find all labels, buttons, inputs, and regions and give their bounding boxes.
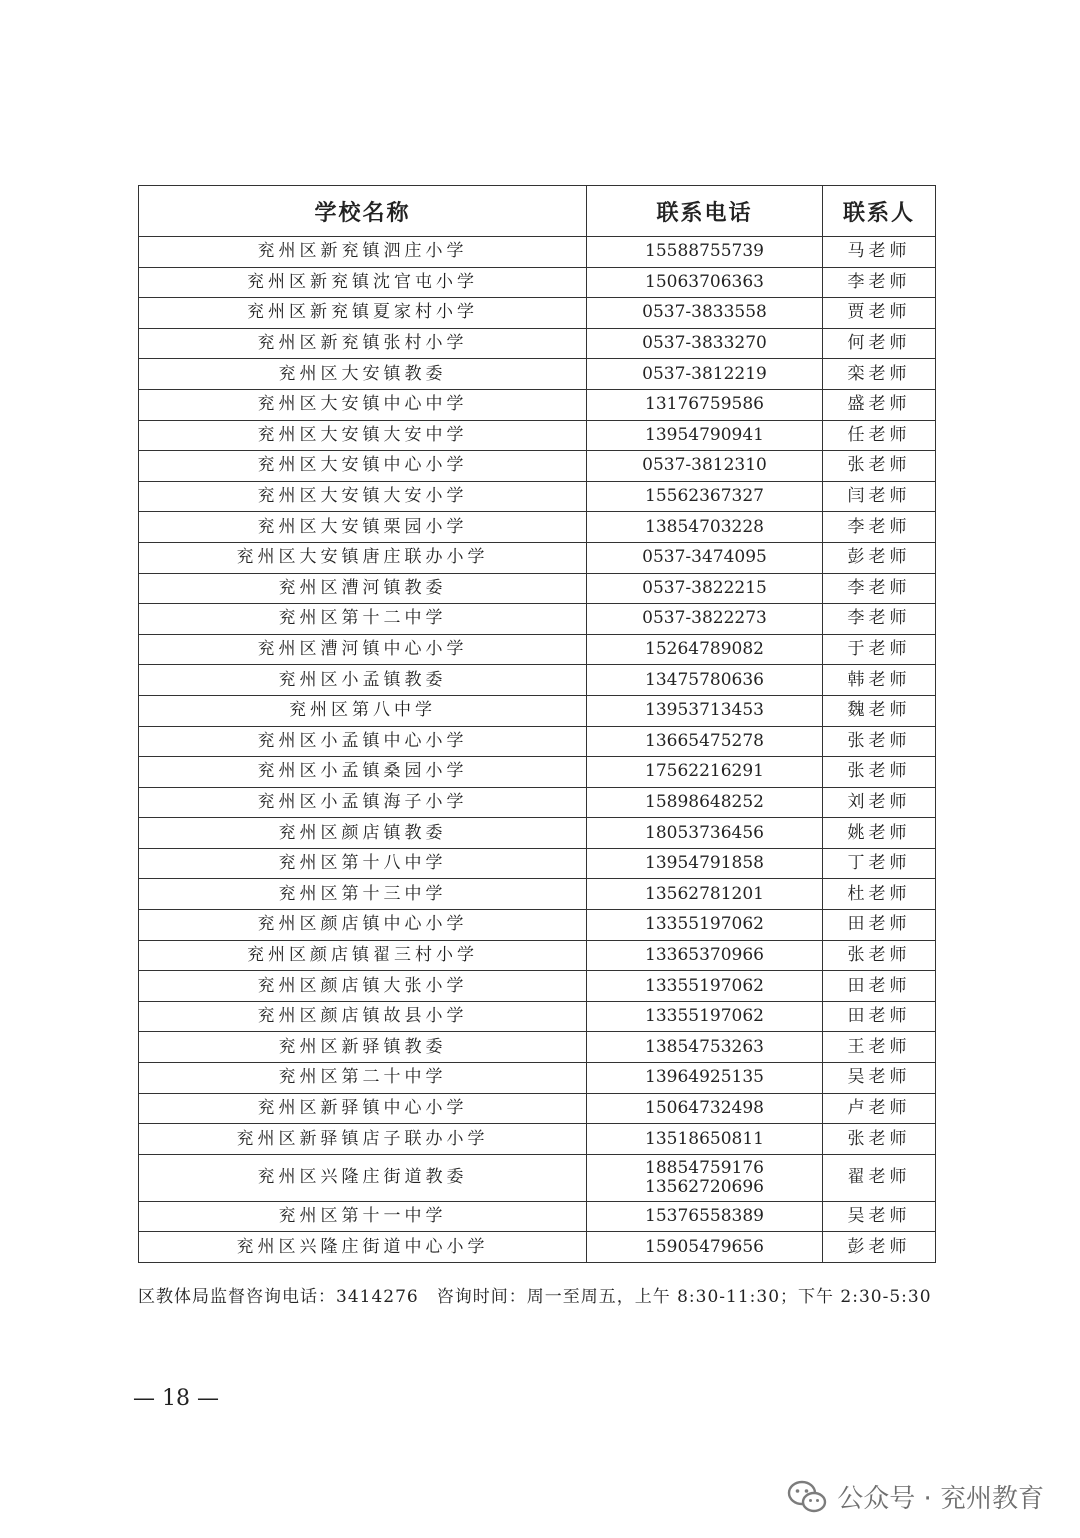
contact-table bbox=[138, 185, 936, 1263]
school-name-cell: 兖州区小孟镇海子小学 bbox=[139, 787, 587, 818]
table-row bbox=[139, 1232, 936, 1263]
contact-person-cell: 翟老师 bbox=[823, 1154, 936, 1201]
table-row bbox=[139, 389, 936, 420]
phone-number: 13562720696 bbox=[645, 1176, 764, 1197]
school-name-cell: 兖州区新兖镇泗庄小学 bbox=[139, 237, 587, 268]
table-row bbox=[139, 359, 936, 390]
phone-number: 0537-3822273 bbox=[642, 608, 767, 629]
contact-person-cell: 李老师 bbox=[823, 267, 936, 298]
phone-cell bbox=[587, 1001, 823, 1032]
phone-number: 15562367327 bbox=[645, 486, 764, 507]
school-name-cell: 兖州区第十二中学 bbox=[139, 604, 587, 635]
table-row bbox=[139, 481, 936, 512]
phone-cell bbox=[587, 604, 823, 635]
phone-cell bbox=[587, 1154, 823, 1201]
phone-cell bbox=[587, 665, 823, 696]
school-name-cell: 兖州区大安镇中心中学 bbox=[139, 389, 587, 420]
contact-person-cell: 何老师 bbox=[823, 328, 936, 359]
phone-cell bbox=[587, 451, 823, 482]
contact-person-cell: 田老师 bbox=[823, 971, 936, 1002]
supervision-footnote: 区教体局监督咨询电话：3414276 咨询时间：周一至周五，上午 8:30-11:30；下午 2:30-5:30 bbox=[138, 1287, 932, 1307]
table-row bbox=[139, 695, 936, 726]
page-number: — 18 — bbox=[133, 1386, 219, 1411]
phone-cell bbox=[587, 512, 823, 543]
phone-number: 13562781201 bbox=[645, 883, 764, 904]
contact-person-cell: 丁老师 bbox=[823, 848, 936, 879]
school-name-cell: 兖州区漕河镇教委 bbox=[139, 573, 587, 604]
phone-cell bbox=[587, 634, 823, 665]
contact-person-cell: 魏老师 bbox=[823, 695, 936, 726]
table-row bbox=[139, 910, 936, 941]
contact-person-cell: 马老师 bbox=[823, 237, 936, 268]
contact-person-cell: 吴老师 bbox=[823, 1201, 936, 1232]
school-name-cell: 兖州区第十三中学 bbox=[139, 879, 587, 910]
phone-number: 0537-3833270 bbox=[642, 333, 767, 354]
wechat-watermark bbox=[787, 1478, 1044, 1515]
phone-number: 0537-3812310 bbox=[642, 455, 767, 476]
phone-number: 13665475278 bbox=[645, 730, 764, 751]
phone-cell bbox=[587, 787, 823, 818]
table-row bbox=[139, 267, 936, 298]
phone-cell bbox=[587, 298, 823, 329]
header-contact-person: 联系人 bbox=[823, 186, 936, 237]
phone-cell bbox=[587, 1124, 823, 1155]
table-row bbox=[139, 879, 936, 910]
school-name-cell: 兖州区大安镇教委 bbox=[139, 359, 587, 390]
contact-person-cell: 张老师 bbox=[823, 940, 936, 971]
contact-person-cell: 李老师 bbox=[823, 604, 936, 635]
phone-number: 13365370966 bbox=[645, 944, 764, 965]
table-row bbox=[139, 542, 936, 573]
table-row bbox=[139, 757, 936, 788]
phone-number: 17562216291 bbox=[645, 761, 764, 782]
phone-cell bbox=[587, 481, 823, 512]
watermark-text: 公众号 · 兖州教育 bbox=[837, 1484, 1044, 1514]
phone-number: 18053736456 bbox=[645, 822, 764, 843]
phone-number: 15264789082 bbox=[645, 639, 764, 660]
phone-cell bbox=[587, 1063, 823, 1094]
table-row bbox=[139, 1001, 936, 1032]
phone-number: 13854703228 bbox=[645, 516, 764, 537]
phone-cell bbox=[587, 1093, 823, 1124]
phone-cell bbox=[587, 573, 823, 604]
table-row bbox=[139, 328, 936, 359]
contact-person-cell: 韩老师 bbox=[823, 665, 936, 696]
school-name-cell: 兖州区颜店镇教委 bbox=[139, 818, 587, 849]
phone-number: 13954790941 bbox=[645, 424, 764, 445]
phone-cell bbox=[587, 695, 823, 726]
school-name-cell: 兖州区第八中学 bbox=[139, 695, 587, 726]
school-name-cell: 兖州区兴隆庄街道中心小学 bbox=[139, 1232, 587, 1263]
phone-cell bbox=[587, 389, 823, 420]
contact-person-cell: 李老师 bbox=[823, 573, 936, 604]
phone-number: 15376558389 bbox=[645, 1206, 764, 1227]
contact-person-cell: 姚老师 bbox=[823, 818, 936, 849]
phone-cell bbox=[587, 1032, 823, 1063]
contact-person-cell: 任老师 bbox=[823, 420, 936, 451]
table-row bbox=[139, 1154, 936, 1201]
table-row bbox=[139, 237, 936, 268]
table-row bbox=[139, 787, 936, 818]
phone-cell bbox=[587, 542, 823, 573]
table-row bbox=[139, 512, 936, 543]
phone-cell bbox=[587, 848, 823, 879]
school-name-cell: 兖州区兴隆庄街道教委 bbox=[139, 1154, 587, 1201]
contact-person-cell: 于老师 bbox=[823, 634, 936, 665]
table-row bbox=[139, 1093, 936, 1124]
contact-person-cell: 彭老师 bbox=[823, 542, 936, 573]
contact-person-cell: 闫老师 bbox=[823, 481, 936, 512]
school-name-cell: 兖州区大安镇大安小学 bbox=[139, 481, 587, 512]
phone-number: 15588755739 bbox=[645, 241, 764, 262]
school-name-cell: 兖州区大安镇中心小学 bbox=[139, 451, 587, 482]
phone-cell bbox=[587, 359, 823, 390]
table-header-row bbox=[139, 186, 936, 237]
wechat-icon bbox=[787, 1480, 827, 1514]
table-row bbox=[139, 298, 936, 329]
school-name-cell: 兖州区新驿镇中心小学 bbox=[139, 1093, 587, 1124]
table-row bbox=[139, 1032, 936, 1063]
table-row bbox=[139, 848, 936, 879]
school-name-cell: 兖州区颜店镇大张小学 bbox=[139, 971, 587, 1002]
table-body bbox=[139, 237, 936, 1263]
phone-number: 13854753263 bbox=[645, 1036, 764, 1057]
phone-cell bbox=[587, 1201, 823, 1232]
phone-number: 15898648252 bbox=[645, 791, 764, 812]
phone-number: 13518650811 bbox=[645, 1128, 764, 1149]
school-name-cell: 兖州区颜店镇中心小学 bbox=[139, 910, 587, 941]
phone-number: 13475780636 bbox=[645, 669, 764, 690]
phone-cell bbox=[587, 726, 823, 757]
header-phone: 联系电话 bbox=[587, 186, 823, 237]
table-row bbox=[139, 940, 936, 971]
phone-cell bbox=[587, 237, 823, 268]
phone-cell bbox=[587, 420, 823, 451]
contact-person-cell: 彭老师 bbox=[823, 1232, 936, 1263]
contact-person-cell: 张老师 bbox=[823, 451, 936, 482]
phone-number: 13964925135 bbox=[645, 1067, 764, 1088]
school-name-cell: 兖州区小孟镇桑园小学 bbox=[139, 757, 587, 788]
phone-number: 13355197062 bbox=[645, 975, 764, 996]
school-name-cell: 兖州区颜店镇故县小学 bbox=[139, 1001, 587, 1032]
table-row bbox=[139, 604, 936, 635]
phone-cell bbox=[587, 818, 823, 849]
school-name-cell: 兖州区第十八中学 bbox=[139, 848, 587, 879]
school-name-cell: 兖州区新兖镇沈官屯小学 bbox=[139, 267, 587, 298]
contact-person-cell: 张老师 bbox=[823, 1124, 936, 1155]
contact-person-cell: 贾老师 bbox=[823, 298, 936, 329]
school-name-cell: 兖州区新兖镇张村小学 bbox=[139, 328, 587, 359]
contact-person-cell: 李老师 bbox=[823, 512, 936, 543]
phone-cell bbox=[587, 328, 823, 359]
table-row bbox=[139, 634, 936, 665]
phone-number: 13954791858 bbox=[645, 853, 764, 874]
phone-cell bbox=[587, 971, 823, 1002]
school-name-cell: 兖州区大安镇栗园小学 bbox=[139, 512, 587, 543]
contact-person-cell: 吴老师 bbox=[823, 1063, 936, 1094]
table-row bbox=[139, 818, 936, 849]
school-name-cell: 兖州区颜店镇翟三村小学 bbox=[139, 940, 587, 971]
phone-cell bbox=[587, 879, 823, 910]
phone-cell bbox=[587, 910, 823, 941]
phone-number: 13355197062 bbox=[645, 1006, 764, 1027]
phone-number: 15063706363 bbox=[645, 271, 764, 292]
school-name-cell: 兖州区第二十中学 bbox=[139, 1063, 587, 1094]
phone-number: 0537-3833558 bbox=[642, 302, 767, 323]
school-name-cell: 兖州区新驿镇店子联办小学 bbox=[139, 1124, 587, 1155]
table-row bbox=[139, 1201, 936, 1232]
contact-person-cell: 张老师 bbox=[823, 726, 936, 757]
table-row bbox=[139, 726, 936, 757]
contact-person-cell: 卢老师 bbox=[823, 1093, 936, 1124]
contact-person-cell: 杜老师 bbox=[823, 879, 936, 910]
contact-person-cell: 刘老师 bbox=[823, 787, 936, 818]
phone-number: 0537-3822215 bbox=[642, 577, 767, 598]
contact-person-cell: 盛老师 bbox=[823, 389, 936, 420]
table-row bbox=[139, 1063, 936, 1094]
phone-number: 0537-3812219 bbox=[642, 363, 767, 384]
contact-person-cell: 田老师 bbox=[823, 910, 936, 941]
school-name-cell: 兖州区新兖镇夏家村小学 bbox=[139, 298, 587, 329]
phone-number: 18854759176 bbox=[645, 1157, 764, 1178]
header-school-name: 学校名称 bbox=[139, 186, 587, 237]
school-name-cell: 兖州区小孟镇教委 bbox=[139, 665, 587, 696]
table-row bbox=[139, 665, 936, 696]
school-name-cell: 兖州区第十一中学 bbox=[139, 1201, 587, 1232]
phone-number: 13176759586 bbox=[645, 394, 764, 415]
school-name-cell: 兖州区大安镇唐庄联办小学 bbox=[139, 542, 587, 573]
contact-person-cell: 张老师 bbox=[823, 757, 936, 788]
phone-number: 15905479656 bbox=[645, 1236, 764, 1257]
phone-cell bbox=[587, 940, 823, 971]
phone-number: 0537-3474095 bbox=[642, 547, 767, 568]
school-name-cell: 兖州区大安镇大安中学 bbox=[139, 420, 587, 451]
phone-cell bbox=[587, 1232, 823, 1263]
contact-person-cell: 王老师 bbox=[823, 1032, 936, 1063]
contact-person-cell: 栾老师 bbox=[823, 359, 936, 390]
phone-number: 13953713453 bbox=[645, 700, 764, 721]
phone-cell bbox=[587, 757, 823, 788]
school-name-cell: 兖州区漕河镇中心小学 bbox=[139, 634, 587, 665]
school-name-cell: 兖州区新驿镇教委 bbox=[139, 1032, 587, 1063]
contact-person-cell: 田老师 bbox=[823, 1001, 936, 1032]
table-row bbox=[139, 1124, 936, 1155]
phone-cell bbox=[587, 267, 823, 298]
table-row bbox=[139, 573, 936, 604]
table-row bbox=[139, 971, 936, 1002]
phone-number: 15064732498 bbox=[645, 1097, 764, 1118]
school-name-cell: 兖州区小孟镇中心小学 bbox=[139, 726, 587, 757]
phone-number: 13355197062 bbox=[645, 914, 764, 935]
table-row bbox=[139, 451, 936, 482]
table-row bbox=[139, 420, 936, 451]
